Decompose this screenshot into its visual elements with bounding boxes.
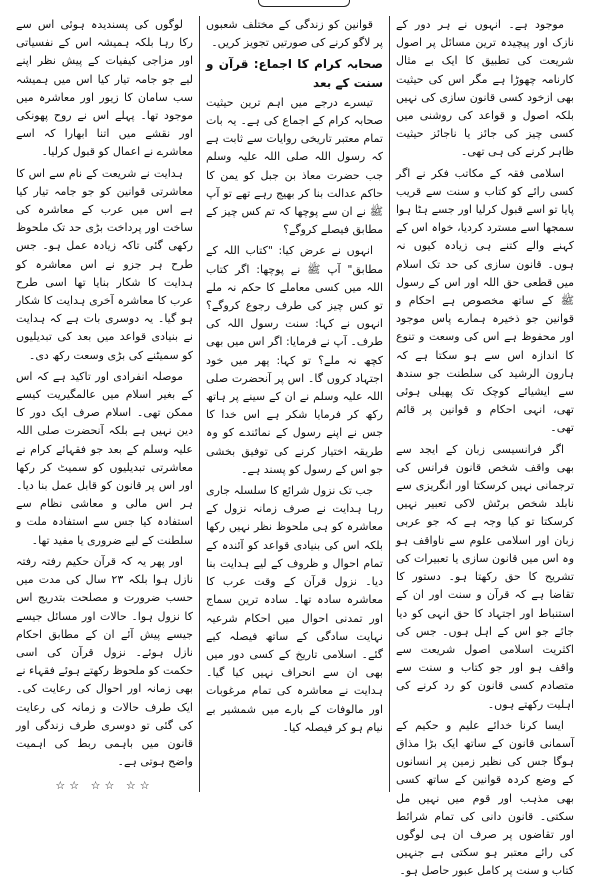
paragraph: ایسا کرنا خدائے علیم و حکیم کے آسمانی قانون کے ساتھ ایک بڑا مذاق ہوگا جس کی نظیر زمین پر انسانوں کے وضع کردہ قوانین کے ساتھ کسی بھی مذہب اور قوم میں نہیں مل سکتی۔ قانون دانی کی تمام شرائط اور تقاضوں پر صرف ان ہی لوگوں کی رائے معتبر ہو سکتی ہے جنہیں کتاب و سنت پر کامل عبور حاصل ہو۔ (396, 718, 574, 878)
column-middle (200, 16, 390, 792)
paragraph: تیسرے درجے میں اہم ترین حیثیت صحابہ کرام کے اجماع کی ہے۔ یہ بات تمام معتبر تاریخی روایات سے ثابت ہے کہ رسول اللہ صلی اللہ علیہ وسلم جب حضرت معاذ بن جبل کو یمن کا حاکم عدالت بنا کر بھیج رہے تھے تو آپ ﷺ نے ان سے پوچھا کہ تم کس چیز کے مطابق فیصلے کروگے؟ (206, 95, 383, 237)
paragraph: جب تک نزول شرائع کا سلسلہ جاری رہا ہدایت نے صرف زمانہ نزول کے معاشرہ کو ہی ملحوظ نظر نہیں رکھا بلکہ اس کی بنیادی قواعد کو آئندہ کے تمام احوال و ظروف کے لیے ہدایت بنا دیا۔ نزول قرآن کے وقت عرب کا معاشرہ سادہ تھا۔ سادہ ترین سماج اور تمدنی احوال میں احکام شرعیہ نہایت سادگی کے ساتھ فیصلہ کیے گئے۔ اسلامی تاریخ کے کسی دور میں بھی ان سے انحراف نہیں کیا گیا۔ ہدایت نے معاشرہ کی تمام مرغوبات اور مالوفات کے بارے میں شمشیر بے نیام ہو کر فیصلہ کیا۔ (206, 484, 383, 734)
header-tab-decoration (258, 0, 350, 7)
paragraph: انہوں نے عرض کیا: "کتاب اللہ کے مطابق" آپ ﷺ نے پوچھا: اگر کتاب اللہ میں کسی معاملے کا حکم نہ ملے تو کس چیز کی طرف رجوع کروگے؟ انہوں نے کہا: سنت رسول اللہ کی طرف۔ آپ نے فرمایا: اگر اس میں بھی کچھ نہ ملے؟ تو کہا: پھر میں خود اجتہاد کروں گا۔ اس پر آنحضرت صلی اللہ علیہ وسلم نے ان کے سینے پر ہاتھ رکھ کر فرمایا شکر ہے اس خدا کا جس نے اپنے رسول کے نمائندے کو وہ طریقہ اختیار کرنے کی توفیق بخشی جو اس کے رسول کو پسند ہے۔ (206, 244, 383, 476)
paragraph: قوانین کو زندگی کے مختلف شعبوں پر لاگو کرنے کی صورتیں تجویز کریں۔ (206, 18, 383, 50)
column-left (10, 16, 200, 792)
paragraph: لوگوں کی پسندیدہ ہوئی اس سے رکا رہا بلکہ ہمیشہ اس کے نفسیاتی اور مزاجی کیفیات کے پیش نظر اپنے لیے جو جامہ تیار کیا اس میں ہمیشہ سب سامان کا زیور اور معاشرہ میں موجود تھا۔ پہلے اس نے روح پھونکی اور نقشے میں اتنا ابھارا کہ اسے معاشرے نے اعمال کو قبول کرلیا۔ (16, 18, 193, 159)
paragraph: موصلہ انفرادی اور تاکید ہے کہ اس کے بغیر اسلام میں عالمگیریت کیسے ممکن تھی۔ اسلام صرف ایک دور کا دین نہیں ہے بلکہ آنحضرت صلی اللہ علیہ وسلم کے بعد جو فقہائے کرام نے معاشرتی تبدیلیوں کو سمیٹ کر رکھا اور اس پر قانون کو قابل عمل بنا دیا۔ ہر اس مالی و معاشی نظام سے استفادہ کیا جس سے استفادہ ملت و سلطنت کے لیے ضروری یا مفید تھا۔ (16, 369, 193, 547)
paragraph: اسلامی فقہ کے مکاتب فکر نے اگر کسی رائے کو کتاب و سنت سے قریب پایا تو اسے قبول کرلیا اور جسے ہٹا ہوا سمجھا اسے مسترد کردیا، خواہ اس کے کہنے والے کتنے ہی زیادہ کیوں نہ ہوں۔ قانون سازی کی حد تک اسلام میں قطعی حق اللہ اور اس کے رسول ﷺ کے ساتھ مخصوص ہے احکام و قوانین جو ذخیرہ ہمارے پاس موجود اور محفوظ ہے اس کی وسعت و تنوع کا اندازہ اس سے ہو سکتا ہے کہ ہارون الرشید کی سلطنت جو سندھ سے ایشیائے کوچک تک پھیلی ہوئی تھی، انہی احکام و قوانین پر قائم تھی۔ (396, 166, 574, 435)
section-heading: صحابہ کرام کا اجماع: قرآن و سنت کے بعد (206, 57, 383, 90)
page-header-strip (0, 0, 590, 8)
column-right (390, 16, 580, 878)
end-of-article-stars: ☆☆ ☆☆ ☆☆ (55, 779, 154, 793)
paragraph: ہدایت نے شریعت کے نام سے اس کا معاشرتی قوانین کو جو جامہ تیار کیا ہے اس میں عرب کے معاشرہ کی ساخت اور پرداخت بڑی حد تک ملحوظ رکھی گئی تاکہ زیادہ عمل ہو۔ جس طرح ہر جزو نے اس معاشرہ کو ہدایت کا شکار بنایا تھا اسی طرح عرب کا معاشرہ آخری ہدایت کا شکار ہو گیا۔ یہ دوسری بات ہے کہ ہدایت نے بنیادی قواعد میں بعد کی تبدیلیوں کو سمیٹنے کی بڑی وسعت رکھ دی۔ (16, 166, 193, 362)
paragraph: موجود ہے۔ انہوں نے ہر دور کے نازک اور پیچیدہ ترین مسائل پر اصول شریعت کی تطبیق کا ایک بے مثال کارنامہ چھوڑا ہے مگر اس کی حیثیت بھی ازخود کسی قانون سازی کی نہیں بلکہ اصول و قواعد کی روشنی میں کسی چیز کی جائز یا ناجائز حیثیت ظاہر کرنے کی ہی تھی۔ (396, 18, 574, 159)
paragraph: اگر فرانسیسی زبان کے ایجد سے بھی واقف شخص قانون فرانس کی ترجمانی نہیں کرسکتا اور انگریزی سے نابلد شخص برٹش لاکی تعبیر نہیں کرسکتا تو کیا وجہ ہے کہ جو عربی زبان اور اسلامی علوم سے ناواقف ہو وہ اس میں قانون سازی یا تعبیرات کی تشریح کا حق رکھتا ہو۔ دستور کا تقاضا ہے کہ قرآن و سنت اور ان کے استنباط اور اجتہاد کا حق انہی کو دیا جائے جو اس کے اہل ہوں۔ جس کی اکثریت اسلامی اصول شریعت سے واقف ہو اور جو کتاب و سنت سے متصادم کسی قانون کو رد کرنے کی اہلیت رکھتے ہوں۔ (396, 442, 574, 711)
article-columns (10, 16, 580, 878)
paragraph: اور پھر یہ کہ قرآن حکیم رفتہ رفتہ نازل ہوا بلکہ ۲۳ سال کی مدت میں حسب ضرورت و مصلحت بتدریج اس کا نزول ہوا۔ حالات اور مسائل جیسے جیسے پیش آئے ان کے مطابق احکام نازل ہوئے۔ نزول قرآن کی اسی حکمت کو ملحوظ رکھتے ہوئے فقہاء نے بھی زمانہ اور احوال کی رعایت کی۔ ایک طرف حالات و زمانہ کی رعایت کی گئی تو دوسری طرف زندگی اور قانون میں باہمی ربط کی اہمیت واضح ہوتی ہے۔ (16, 554, 194, 769)
